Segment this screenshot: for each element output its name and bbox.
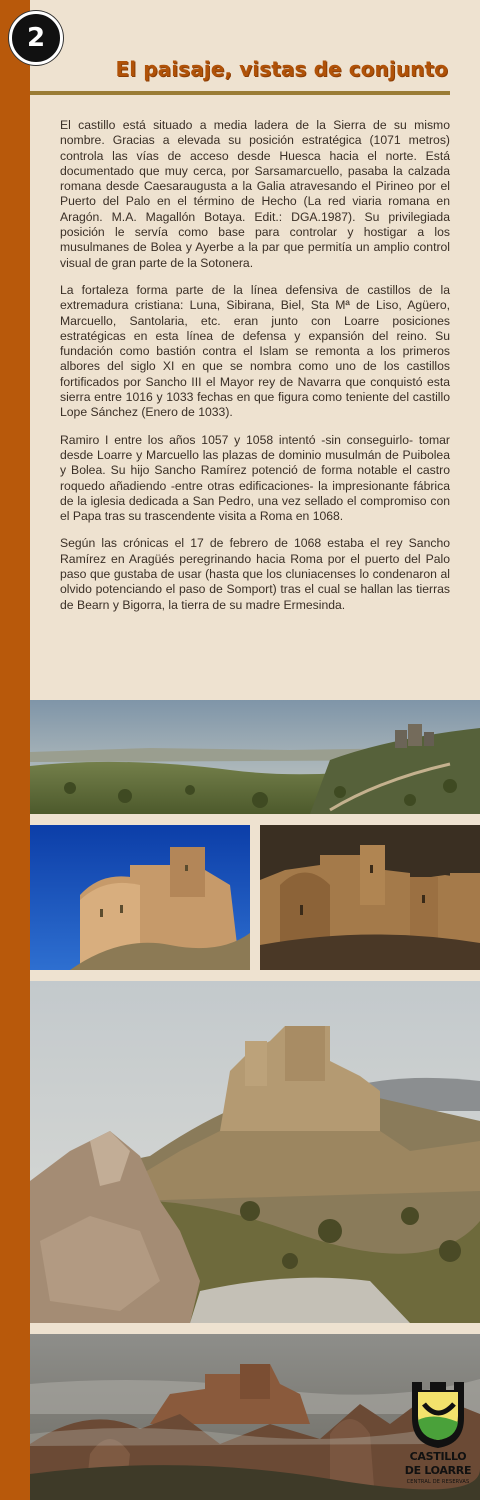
logo-text-central-reservas: CENTRAL DE RESERVAS — [406, 1479, 470, 1485]
article-body — [60, 118, 450, 625]
castle-emblem-icon — [404, 1378, 472, 1450]
page-number-badge: 2 — [9, 11, 63, 65]
logo-text-de-loarre: DE LOARRE — [404, 1464, 472, 1477]
title-divider — [30, 91, 450, 95]
article-paragraph: La fortaleza forma parte de la línea defensiva de castillos de la extremadura cristiana: Luna, Sibirana, Biel, Sta Mª de Liso, Agüero, Marcuello, Santolaria, etc. eran junto con Loarre posiciones estratégicas en esta línea de defensa y expansión del reino. Su fundación como bastión contra el Islam se remonta a los primeros albores del siglo XI en que se nombra como uno de los castillos fortificados por Sancho III el Mayor rey de Navarra que conquistó esta sierra entre 1016 y 1033 fechas en que figura como teniente del castillo Lope Sánchez (Enero de 1033). — [60, 282, 450, 420]
castle-walls-photo — [260, 825, 480, 970]
logo-text-castillo: CASTILLO — [409, 1450, 467, 1463]
landscape-photo — [30, 700, 480, 814]
castle-rocks-photo — [30, 981, 480, 1323]
castillo-de-loarre-logo — [404, 1378, 472, 1493]
side-band — [0, 0, 30, 1500]
article-paragraph: Según las crónicas el 17 de febrero de 1068 estaba el rey Sancho Ramírez en Aragüés peregrinando hacia Roma por el puerto del Palo paso que gustaba de usar (hasta que los cluniacenses lo condenaron al olvido potenciando el paso de Somport) tras el cual se hallan las tierras de Bearn y Bigorra, la tierra de su madre Ermesinda. — [60, 536, 450, 612]
page-title: El paisaje, vistas de conjunto — [115, 57, 448, 81]
castle-sky-photo — [30, 825, 250, 970]
article-paragraph: Ramiro I entre los años 1057 y 1058 intentó -sin conseguirlo- tomar desde Loarre y Marcuello las plazas de dominio musulmán de Puibolea y Bolea. Su hijo Sancho Ramírez potenció de forma notable el castro roquedo añadiendo -entre otras edificaciones- la impresionante fábrica de la iglesia dedicada a San Pedro, una vez sellado el compromiso con el Papa tras su trascendente visita a Roma en 1068. — [60, 432, 450, 524]
article-paragraph: El castillo está situado a media ladera de la Sierra de su mismo nombre. Gracias a elevada su posición estratégica (1071 metros) controla las vías de acceso desde Huesca hacia el norte. Está documentado que muy cerca, por Sarsamarcuello, pasaba la calzada romana desde Caesaraugusta a la Galia atravesando el Pirineo por el Puerto del Palo en el término de Hecho (La red viaria romana en Aragón. M.A. Magallón Botaya. Edit.: DGA.1987). Su privilegiada posición le servía como base para controlar y hostigar a los musulmanes de Bolea y Ayerbe a la par que permitía un amplio control visual de gran parte de la Sotonera. — [60, 118, 450, 270]
